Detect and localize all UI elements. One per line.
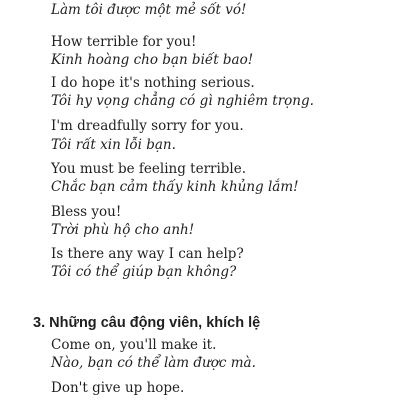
phrase-vi: Kinh hoàng cho bạn biết bao! (51, 52, 254, 68)
phrase-en: I'm dreadfully sorry for you. (51, 118, 244, 134)
phrase-en: Come on, you'll make it. (51, 337, 217, 353)
phrase-vi: Trời phù hộ cho anh! (51, 222, 195, 238)
phrase-en: How terrible for you! (51, 34, 197, 50)
phrase-vi: Nào, bạn có thể làm được mà. (51, 355, 256, 371)
phrase-vi: Tôi rất xin lỗi bạn. (51, 137, 176, 153)
phrase-en: Is there any way I can help? (51, 246, 244, 262)
phrase-en: You must be feeling terrible. (51, 161, 247, 177)
phrase-en: Bless you! (51, 204, 122, 220)
phrase-vi: Tôi hy vọng chẳng có gì nghiêm trọng. (51, 93, 314, 109)
phrase-vi: Làm tôi được một mẻ sốt vó! (51, 2, 247, 18)
phrase-en: Don't give up hope. (51, 380, 185, 396)
section-heading: 3. Những câu động viên, khích lệ (33, 315, 261, 331)
phrase-vi: Chắc bạn cảm thấy kinh khủng lắm! (51, 179, 299, 195)
phrase-en: I do hope it's nothing serious. (51, 75, 255, 91)
phrase-vi: Tôi có thể giúp bạn không? (51, 264, 237, 280)
